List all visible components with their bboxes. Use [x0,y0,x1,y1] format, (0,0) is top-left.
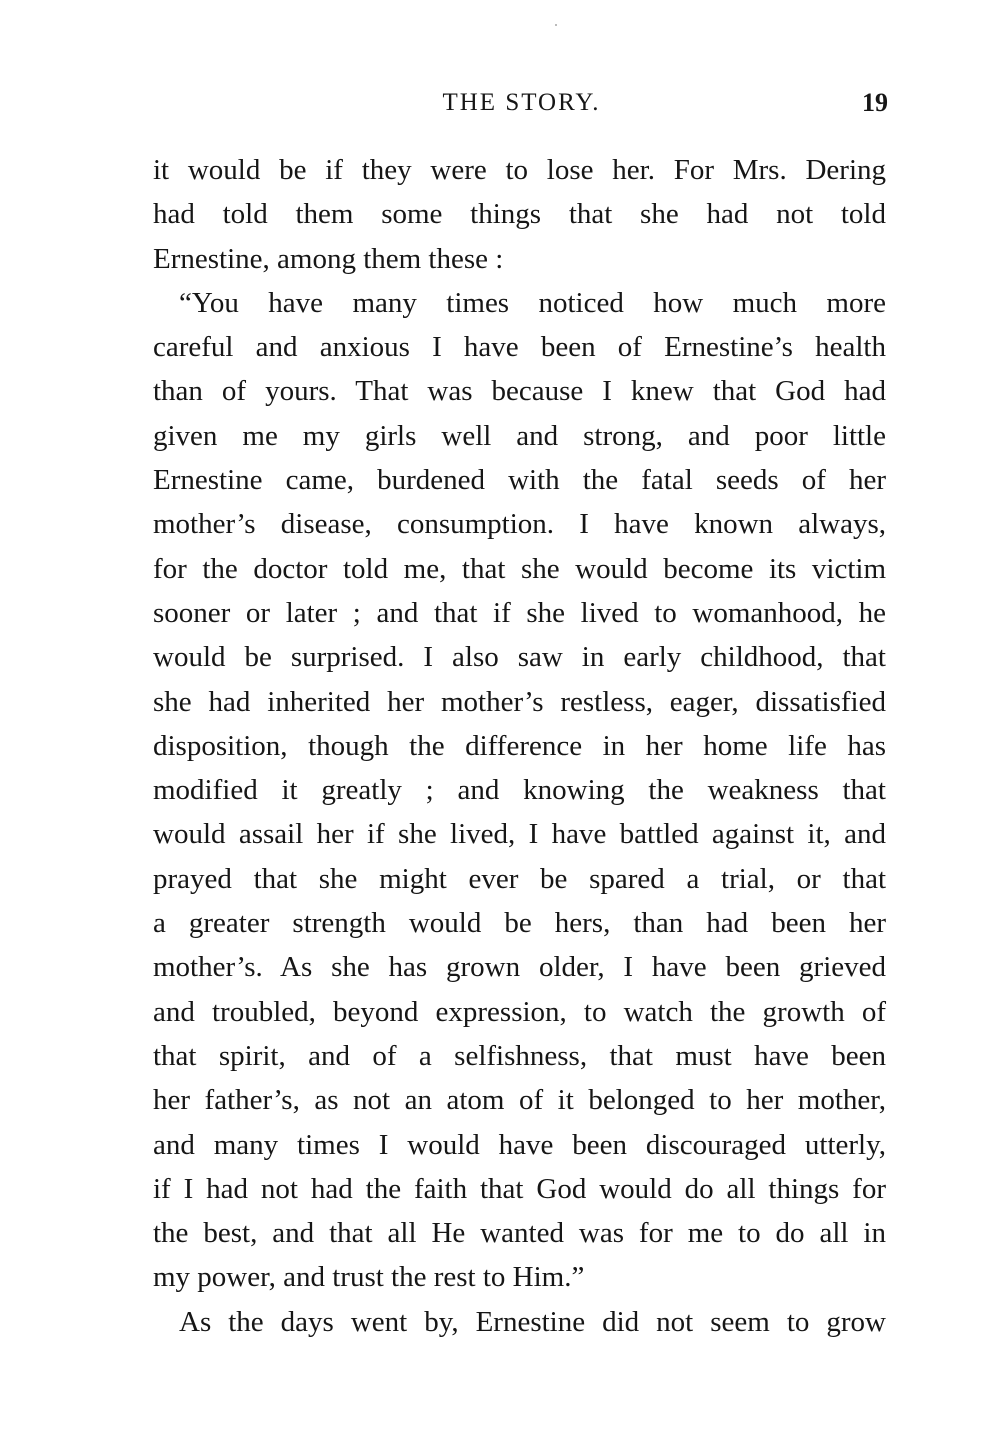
text-line: that spirit, and of a selfishness, that must have been [153,1039,886,1072]
paper-speck [555,24,557,26]
text-line: disposition, though the difference in her home life has [153,729,886,762]
text-line: would assail her if she lived, I have battled against it, and [153,818,886,851]
text-line: mother’s. As she has grown older, I have been grieved [153,951,886,984]
text-line: a greater strength would be hers, than had been her [153,907,886,940]
text-line: “You have many times noticed how much more [179,286,886,319]
text-line: prayed that she might ever be spared a trial, or that [153,862,886,895]
text-line: mother’s disease, consumption. I have known always, [153,508,886,541]
text-line: Ernestine came, burdened with the fatal seeds of her [153,464,886,497]
text-line: had told them some things that she had not told [153,198,886,231]
page-number: 19 [862,88,888,117]
page-header [155,86,888,120]
text-line: she had inherited her mother’s restless, eager, dissatisfied [153,685,886,718]
running-title: THE STORY. [442,89,601,116]
text-line: than of yours. That was because I knew that God had [153,375,886,408]
body-text [153,148,886,1344]
text-line: sooner or later ; and that if she lived to womanhood, he [153,596,886,629]
text-line: and many times I would have been discouraged utterly, [153,1128,886,1161]
text-line: and troubled, beyond expression, to watch the growth of [153,995,886,1028]
text-line: my power, and trust the rest to Him.” [153,1261,585,1294]
text-line: As the days went by, Ernestine did not seem to grow [179,1305,886,1338]
text-line: given me my girls well and strong, and poor little [153,419,886,452]
text-line: for the doctor told me, that she would become its victim [153,552,886,585]
text-line: if I had not had the faith that God would do all things for [153,1172,886,1205]
text-line: her father’s, as not an atom of it belonged to her mother, [153,1084,886,1117]
text-line: would be surprised. I also saw in early childhood, that [153,641,886,674]
text-line: modified it greatly ; and knowing the weakness that [153,774,886,807]
text-line: careful and anxious I have been of Ernestine’s health [153,331,886,364]
text-line: it would be if they were to lose her. For Mrs. Dering [153,154,886,186]
text-line: the best, and that all He wanted was for me to do all in [153,1217,886,1250]
text-line: Ernestine, among them these : [153,242,504,275]
